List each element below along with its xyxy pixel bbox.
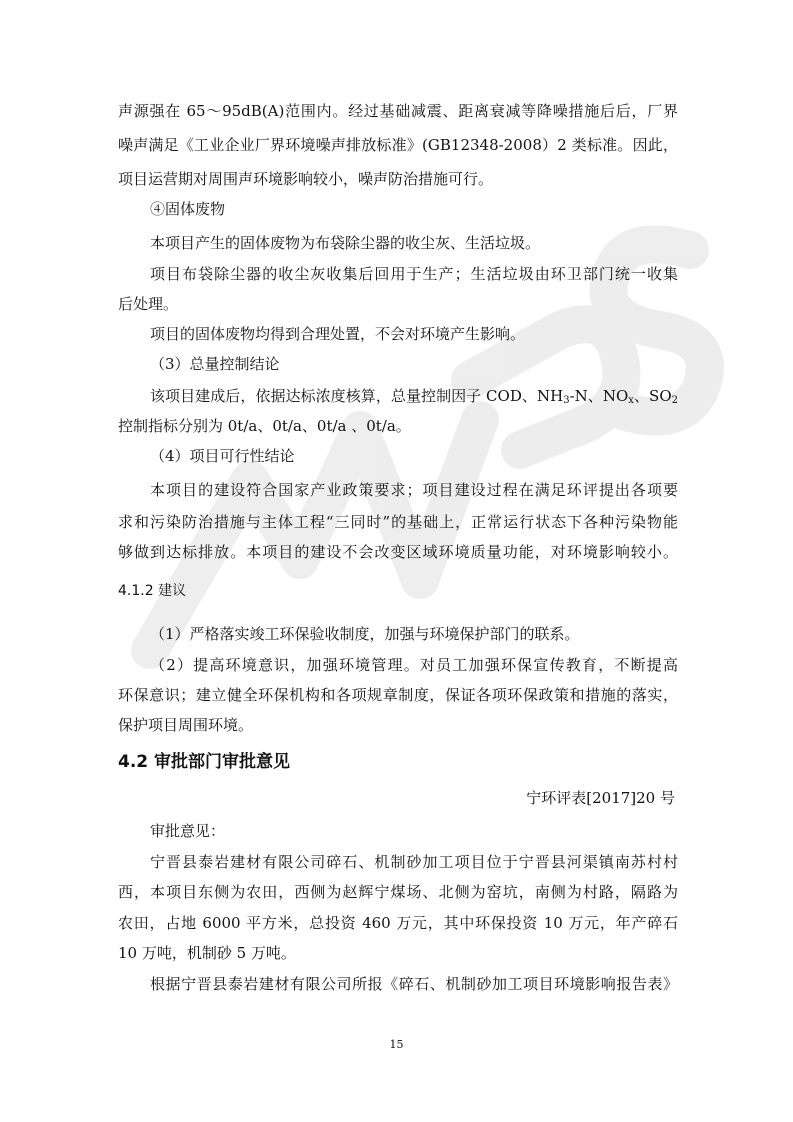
paragraph-line: 项目的固体废物均得到合理处置，不会对环境产生影响。 xyxy=(150,325,526,343)
paragraph-line: 本项目产生的固体废物为布袋除尘器的收尘灰、生活垃圾。 xyxy=(150,234,541,252)
paragraph-line: 项目布袋除尘器的收尘灰收集后回用于生产；生活垃圾由环卫部门统一收集 xyxy=(150,265,678,283)
section-heading-4-2: 4.2 审批部门审批意见 xyxy=(118,752,291,772)
subheading-feasibility: （4）项目可行性结论 xyxy=(150,447,295,465)
suggestion-line: 环保意识；建立健全环保机构和各项规章制度，保证各项环保政策和措施的落实， xyxy=(118,686,678,704)
subheading-total-control: （3）总量控制结论 xyxy=(150,355,280,373)
paragraph-line: 够做到达标排放。本项目的建设不会改变区域环境质量功能，对环境影响较小。 xyxy=(118,543,678,561)
subheading-solid-waste: ④固体废物 xyxy=(150,200,226,218)
page-number: 15 xyxy=(389,1038,404,1051)
paragraph-line: 本项目的建设符合国家产业政策要求；项目建设过程在满足环评提出各项要 xyxy=(150,481,678,499)
paragraph-line: 后处理。 xyxy=(118,295,179,313)
approval-label: 审批意见： xyxy=(150,822,226,840)
section-heading-4-1-2: 4.1.2 建议 xyxy=(118,583,187,599)
paragraph-line-total-control: 该项目建成后，依据达标浓度核算，总量控制因子 COD、$NH_3-N$、$NO_x$、$SO_2$ xyxy=(150,387,678,406)
paragraph-line: 噪声满足《工业企业厂界环境噪声排放标准》(GB12348-2008）2 类标准。因此， xyxy=(118,136,678,154)
document-number: 宁环评表[2017]20 号 xyxy=(526,789,675,807)
paragraph-line: 声源强在 65～95dB(A)范围内。经过基础减震、距离衰减等降噪措施后后，厂界 xyxy=(118,102,678,120)
suggestion-line: （2）提高环境意识，加强环境管理。对员工加强环保宣传教育，不断提高 xyxy=(150,656,678,674)
approval-line: 农田，占地 6000 平方米，总投资 460 万元，其中环保投资 10 万元，年产碎石 xyxy=(118,914,678,932)
approval-line: 10 万吨，机制砂 5 万吨。 xyxy=(118,944,296,962)
paragraph-line: 控制指标分别为 0t/a、0t/a、0t/a 、0t/a。 xyxy=(118,417,411,435)
suggestion-line: （1）严格落实竣工环保验收制度，加强与环境保护部门的联系。 xyxy=(150,625,580,643)
approval-line: 西，本项目东侧为农田，西侧为赵辉宁煤场、北侧为窑坑，南侧为村路，隔路为 xyxy=(118,883,678,901)
paragraph-line: 项目运营期对周围声环境影响较小，噪声防治措施可行。 xyxy=(118,170,494,188)
approval-line: 宁晋县泰岩建材有限公司碎石、机制砂加工项目位于宁晋县河渠镇南苏村村 xyxy=(150,853,678,871)
paragraph-line: 求和污染防治措施与主体工程“三同时”的基础上，正常运行状态下各种污染物能 xyxy=(118,513,678,531)
suggestion-line: 保护项目周围环境。 xyxy=(118,716,254,734)
approval-line: 根据宁晋县泰岩建材有限公司所报《碎石、机制砂加工项目环境影响报告表》 xyxy=(150,975,678,993)
